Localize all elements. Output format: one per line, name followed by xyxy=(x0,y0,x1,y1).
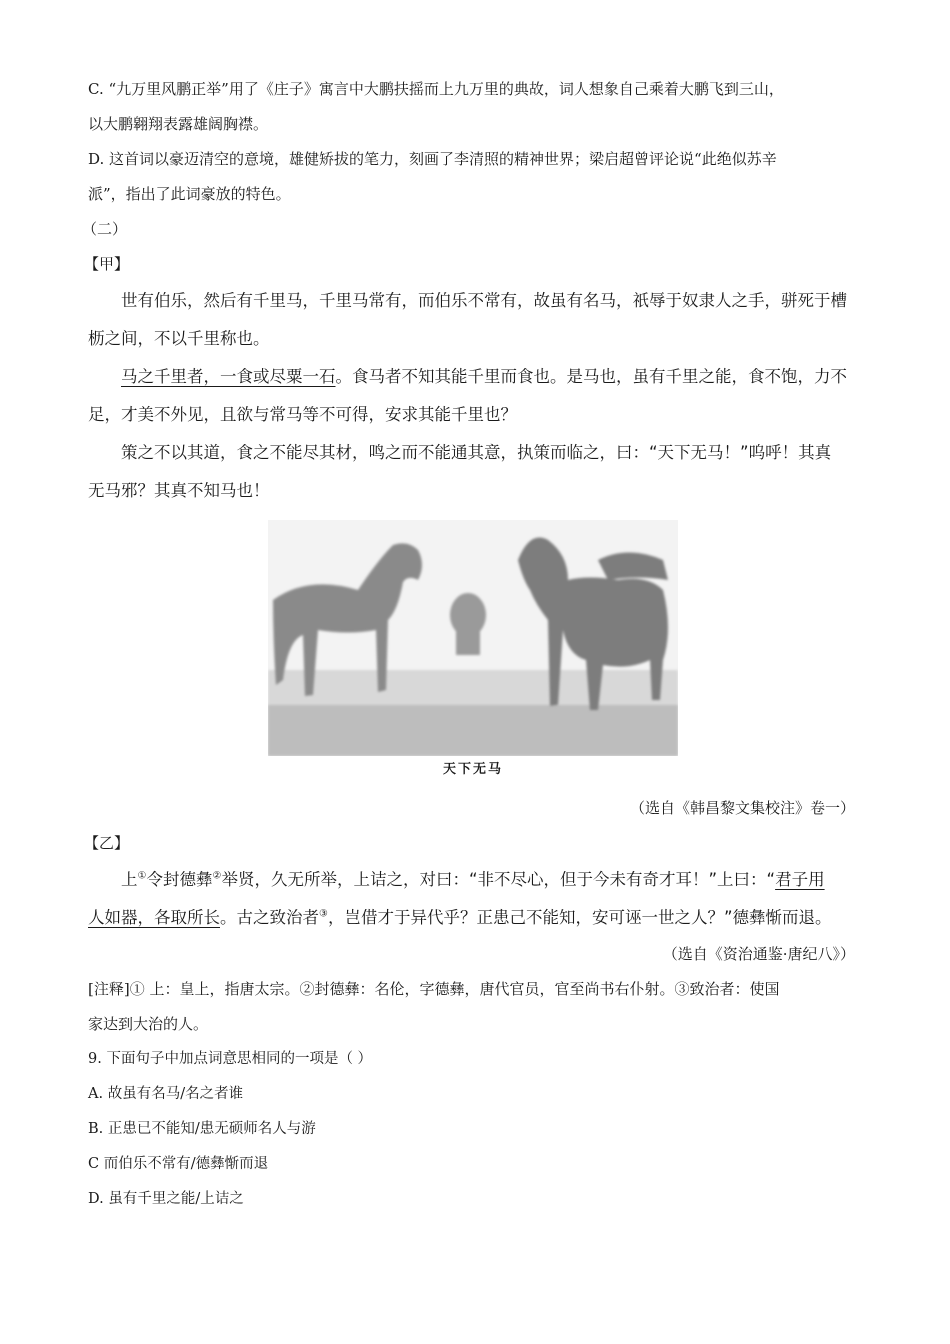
question-stem: 9. 下面句子中加点词意思相同的一项是（ ） xyxy=(88,1051,373,1067)
underlined-sentence: 人如器，各取所长 xyxy=(88,908,220,927)
jia-paragraph3-line1: 策之不以其道，食之不能尽其材，鸣之而不能通其意，执策而临之，曰：“天下无马！”呜呼！其真 xyxy=(121,443,832,462)
footnote-marker-3: ③ xyxy=(319,908,328,920)
horses-illustration xyxy=(268,520,678,756)
jia-source: （选自《韩昌黎文集校注》卷一） xyxy=(629,799,855,817)
jia-paragraph3-line2: 无马邪？其真不知马也！ xyxy=(88,481,270,500)
answer-option-a: A. 故虽有名马/名之者谁 xyxy=(88,1086,244,1102)
jia-paragraph2-rest: 。食马者不知其能千里而食也。是马也，虽有千里之能，食不饱，力不 xyxy=(335,367,847,386)
yi-paragraph-line1 xyxy=(88,861,863,899)
yi-text: 举贤，久无所举，上诘之，对曰：“非不尽心，但于今未有奇才耳！”上曰：“ xyxy=(221,870,776,889)
underlined-sentence: 马之千里者，一食或尽粟一石 xyxy=(121,367,336,386)
jia-paragraph1-line1: 世有伯乐，然后有千里马，千里马常有，而伯乐不常有，故虽有名马，祇辱于奴隶人之手，骈死于槽 xyxy=(121,291,847,310)
yi-label: 【乙】 xyxy=(84,834,130,852)
yi-source: （选自《资治通鉴·唐纪八》） xyxy=(662,945,855,963)
answer-option-d: D. 虽有千里之能/上诘之 xyxy=(88,1191,244,1207)
option-c-line2: 以大鹏翱翔表露雄阔胸襟。 xyxy=(88,115,269,133)
jia-label: 【甲】 xyxy=(84,255,130,273)
footnote-marker-1: ① xyxy=(137,870,147,882)
option-d-line2: 派”，指出了此词豪放的特色。 xyxy=(88,185,291,203)
jia-paragraph2-line1 xyxy=(88,358,863,396)
figure-caption: 天下无马 xyxy=(442,762,503,777)
yi-text: 。古之致治者 xyxy=(220,908,319,927)
option-c-line1: C. “九万里风鹏正举”用了《庄子》寓言中大鹏扶摇而上九万里的典故，词人想象自己乘着大鹏飞到三山， xyxy=(88,80,784,98)
page-content xyxy=(82,72,863,1217)
yi-paragraph-line2 xyxy=(88,899,863,937)
jia-paragraph2-line2: 足，才美不外见，且欲与常马等不可得，安求其能千里也？ xyxy=(88,405,517,424)
yi-text: 令封德彝 xyxy=(146,870,213,889)
underlined-sentence: 君子用 xyxy=(775,870,825,889)
footnote-marker-2: ② xyxy=(212,870,222,882)
yi-text: ，岂借才于异代乎？正患己不能知，安可诬一世之人？”德彝惭而退。 xyxy=(327,908,832,927)
option-d-line1: D. 这首词以豪迈清空的意境，雄健矫拔的笔力，刻画了李清照的精神世界；梁启超曾评论说“此绝似苏辛 xyxy=(88,150,777,168)
yi-text: 上 xyxy=(121,870,138,889)
notes-line1: [注释]① 上：皇上，指唐太宗。②封德彝：名伦，字德彝，唐代官员，官至尚书右仆射。③致治者：使国 xyxy=(88,980,780,998)
notes-line2: 家达到大治的人。 xyxy=(88,1015,209,1033)
answer-option-b: B. 正患已不能知/患无硕师名人与游 xyxy=(88,1121,316,1137)
section-heading: （二） xyxy=(82,220,128,238)
answer-option-c: C 而伯乐不常有/德彝惭而退 xyxy=(88,1156,269,1172)
jia-paragraph1-line2: 枥之间，不以千里称也。 xyxy=(88,329,270,348)
